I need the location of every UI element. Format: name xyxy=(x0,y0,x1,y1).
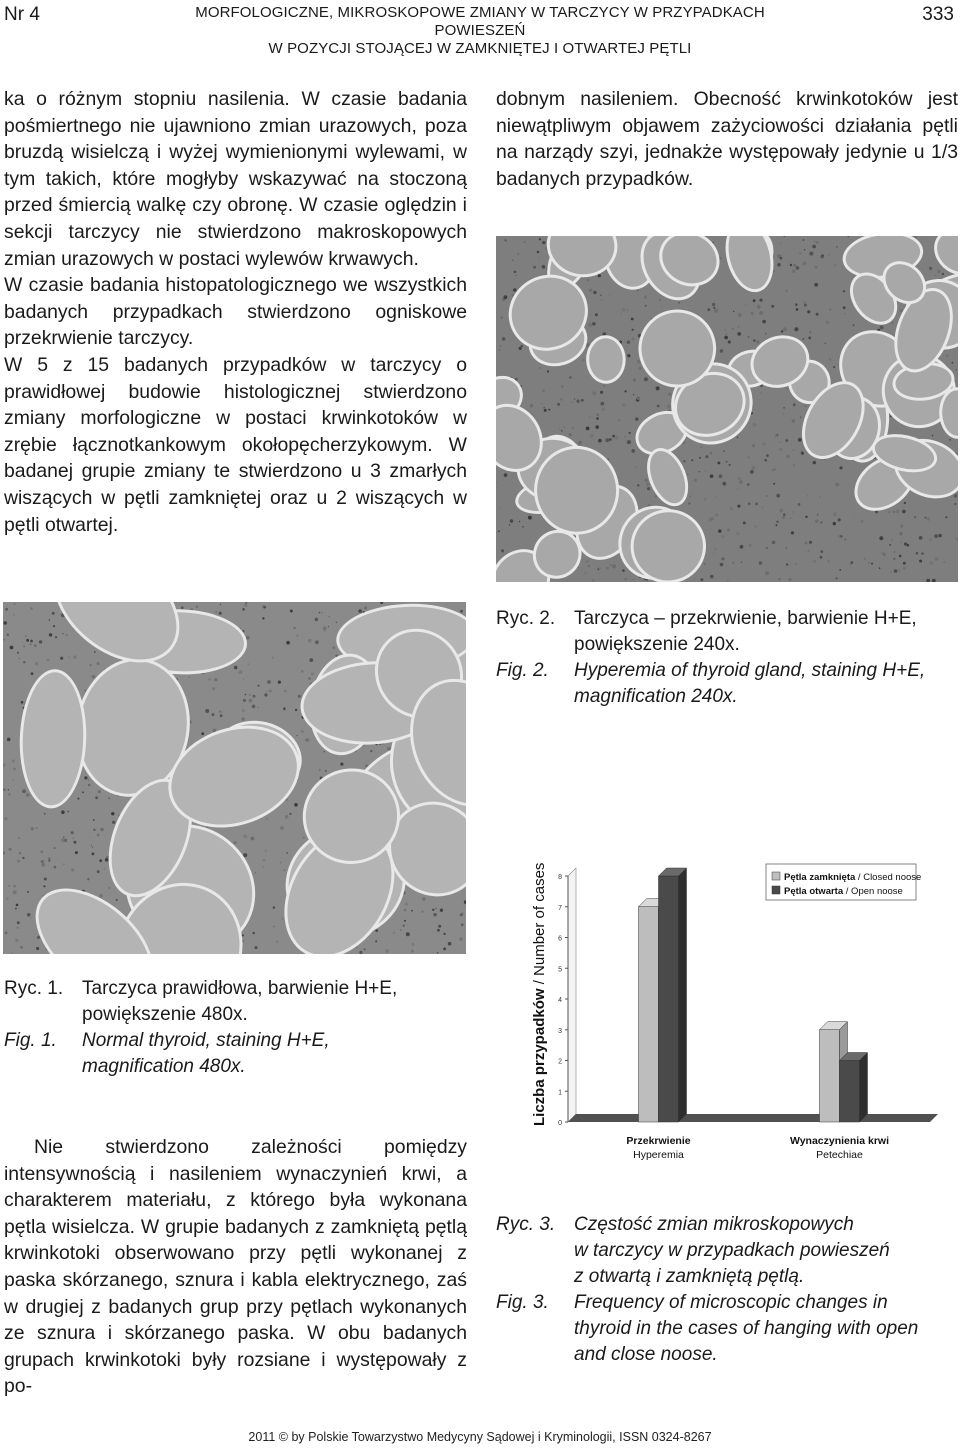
chart-floor xyxy=(568,1114,938,1122)
fig-3-number: Fig. 3. xyxy=(496,1292,549,1313)
ryc-1-number: Ryc. 1. xyxy=(4,978,64,999)
bar-closed-noose-hyperemia xyxy=(639,907,659,1122)
left-bottom-text xyxy=(4,1134,467,1400)
right-column-text xyxy=(496,86,958,192)
chart-svg xyxy=(520,860,960,1170)
fig-1-text-2: magnification 480x. xyxy=(82,1056,246,1077)
micrograph-hyperemia xyxy=(496,236,958,582)
ryc-2-number: Ryc. 2. xyxy=(496,608,556,629)
fig-3-text-1: Frequency of microscopic changes in xyxy=(574,1292,888,1313)
page-number: 333 xyxy=(922,4,954,25)
issue-number: Nr 4 xyxy=(4,4,40,25)
running-title-line2: W POZYCJI STOJĄCEJ W ZAMKNIĘTEJ I OTWARTEJ PĘTLI xyxy=(268,40,692,57)
legend-label: Pętla zamknięta / Closed noose xyxy=(784,872,922,883)
legend-swatch xyxy=(772,872,780,880)
ryc-1-text-2: powiększenie 480x. xyxy=(82,1004,248,1025)
y-axis-title: Liczba przypadków / Number of cases xyxy=(531,862,548,1126)
fig-3-text-3: and close noose. xyxy=(574,1344,718,1365)
paragraph-4: Nie stwierdzono zależności pomiędzy intensywnością i nasileniem wynaczynień krwi, a charakterem materiału, z którego była wykonana pętla wisielcza. W grupie badanych z zamkniętą pętlą krwinkotoki obserwowano przy pętli wykonanej z paska skórzanego, sznura i kabla elektrycznego, zaś w drugiej z badanych grup przy pętlach wykonanych ze sznura i skórzanego paska. W obu badanych grupach krwinkotoki były rozsiane i występowały z po- xyxy=(4,1136,467,1398)
running-title-line1: MORFOLOGICZNE, MIKROSKOPOWE ZMIANY W TARCZYCY W PRZYPADKACH POWIESZEŃ xyxy=(195,4,765,39)
fig-2-text-1: Hyperemia of thyroid gland, staining H+E, xyxy=(574,660,926,681)
left-column-text xyxy=(4,86,467,538)
bar-closed-noose-petechiae xyxy=(820,1030,840,1122)
y-tick-label: 6 xyxy=(558,935,562,943)
bar-side-face xyxy=(860,1053,868,1123)
chart-side-wall xyxy=(568,868,576,1122)
y-tick-label: 1 xyxy=(558,1089,562,1097)
paragraph-1: ka o różnym stopniu nasilenia. W czasie badania pośmiertnego nie ujawniono zmian urazowych, poza bruzdą wisielczą i wyżej wymienionymi wylewami, w tym takich, które mogłyby wskazywać na stoczoną przed śmiercią walkę czy obronę. W czasie oględzin i sekcji tarczycy nie stwierdzono makroskopowych zmian urazowych w postaci wylewów krwawych. xyxy=(4,88,467,270)
ryc-2-text-1: Tarczyca – przekrwienie, barwienie H+E, xyxy=(574,608,917,629)
ryc-3-text-2: w tarczycy w przypadkach powieszeń xyxy=(574,1240,890,1261)
fig-1-number: Fig. 1. xyxy=(4,1030,57,1051)
ryc-1-text-1: Tarczyca prawidłowa, barwienie H+E, xyxy=(82,978,398,999)
paragraph-2: W czasie badania histopatologicznego we wszystkich badanych przypadkach stwierdzono ogniskowe przekrwienie tarczycy. xyxy=(4,274,467,350)
bar-open-noose-petechiae xyxy=(840,1061,860,1123)
micrograph-normal-thyroid xyxy=(3,602,466,954)
y-tick-label: 5 xyxy=(558,966,562,974)
y-tick-label: 0 xyxy=(558,1120,562,1127)
fig-2-number: Fig. 2. xyxy=(496,660,549,681)
y-tick-label: 8 xyxy=(558,874,562,881)
category-label-pl: Wynaczynienia krwi xyxy=(789,1135,890,1147)
paragraph-3: W 5 z 15 badanych przypadków w tarczycy o prawidłowej budowie histologicznej stwierdzono zmiany morfologiczne w postaci krwinkotoków w zrębie łącznotkankowym okołopęcherzykowym. W badanej grupie zmiany te stwierdzono u 3 zmarłych wiszących w pętli zamkniętej oraz u 2 wiszących w pętli otwartej. xyxy=(4,353,467,536)
bar-chart xyxy=(520,860,960,1170)
y-tick-label: 7 xyxy=(558,904,562,912)
ryc-2-text-2: powiększenie 240x. xyxy=(574,634,740,655)
category-label-en: Hyperemia xyxy=(633,1149,684,1161)
right-paragraph: dobnym nasileniem. Obecność krwinkotoków jest niewątpliwym objawem zażyciowości działania pętli na narządy szyi, jednakże występowały jedynie u 1/3 badanych przypadków. xyxy=(496,88,958,190)
bar-open-noose-hyperemia xyxy=(659,876,679,1122)
figure-2-caption xyxy=(496,606,958,710)
figure-3-caption xyxy=(496,1212,958,1368)
y-tick-label: 3 xyxy=(558,1027,562,1035)
figure-1-caption xyxy=(4,976,467,1080)
ryc-3-number: Ryc. 3. xyxy=(496,1214,556,1235)
running-title xyxy=(160,4,800,58)
fig-2-text-2: magnification 240x. xyxy=(574,686,738,707)
y-tick-label: 4 xyxy=(558,997,562,1004)
category-label-pl: Przekrwienie xyxy=(626,1135,691,1147)
ryc-3-text-3: z otwartą i zamkniętą pętlą. xyxy=(574,1266,805,1287)
footer-copyright: 2011 © by Polskie Towarzystwo Medycyny Sądowej i Kryminologii, ISSN 0324-8267 xyxy=(248,1430,712,1444)
category-label-en: Petechiae xyxy=(816,1149,863,1161)
fig-3-text-2: thyroid in the cases of hanging with open xyxy=(574,1318,919,1339)
bar-side-face xyxy=(679,868,687,1122)
fig-1-text-1: Normal thyroid, staining H+E, xyxy=(82,1030,330,1051)
ryc-3-text-1: Częstość zmian mikroskopowych xyxy=(574,1214,854,1235)
legend-swatch xyxy=(772,886,780,894)
legend-label: Pętla otwarta / Open noose xyxy=(784,886,903,897)
y-tick-label: 2 xyxy=(558,1058,562,1066)
